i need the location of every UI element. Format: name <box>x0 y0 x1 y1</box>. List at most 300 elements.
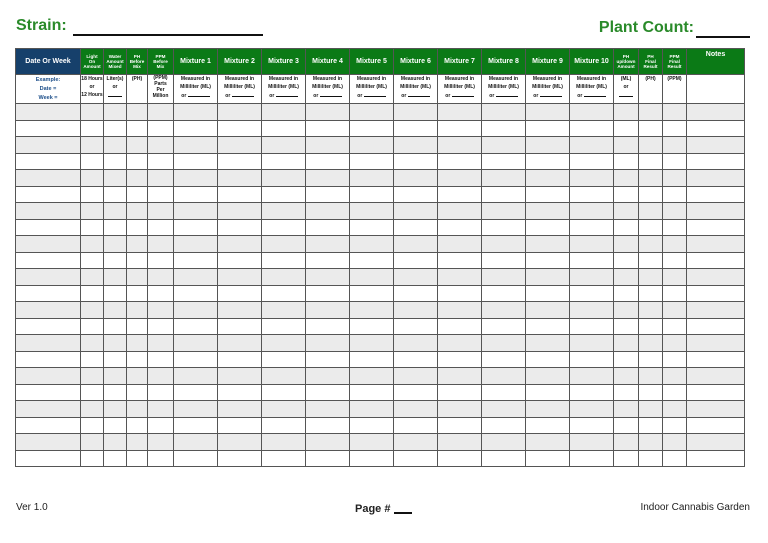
log-cell[interactable] <box>218 434 262 451</box>
log-cell[interactable] <box>394 335 438 352</box>
log-cell[interactable] <box>16 186 81 203</box>
log-cell[interactable] <box>394 120 438 137</box>
log-cell[interactable] <box>526 434 570 451</box>
log-cell[interactable] <box>687 219 745 236</box>
log-cell[interactable] <box>148 170 174 187</box>
log-cell[interactable] <box>482 104 526 121</box>
log-cell[interactable] <box>663 335 687 352</box>
log-cell[interactable] <box>687 351 745 368</box>
log-cell[interactable] <box>570 104 614 121</box>
log-cell[interactable] <box>350 153 394 170</box>
log-cell[interactable] <box>663 384 687 401</box>
log-cell[interactable] <box>306 203 350 220</box>
log-cell[interactable] <box>438 236 482 253</box>
log-cell[interactable] <box>127 434 148 451</box>
log-cell[interactable] <box>350 351 394 368</box>
log-cell[interactable] <box>614 384 639 401</box>
log-cell[interactable] <box>218 219 262 236</box>
log-cell[interactable] <box>218 236 262 253</box>
log-cell[interactable] <box>394 236 438 253</box>
log-cell[interactable] <box>148 203 174 220</box>
log-cell[interactable] <box>482 302 526 319</box>
log-cell[interactable] <box>218 120 262 137</box>
log-cell[interactable] <box>614 236 639 253</box>
log-cell[interactable] <box>262 351 306 368</box>
log-cell[interactable] <box>614 219 639 236</box>
log-cell[interactable] <box>81 236 104 253</box>
log-cell[interactable] <box>438 335 482 352</box>
log-cell[interactable] <box>306 368 350 385</box>
log-cell[interactable] <box>104 302 127 319</box>
log-cell[interactable] <box>438 120 482 137</box>
log-cell[interactable] <box>663 186 687 203</box>
log-cell[interactable] <box>639 219 663 236</box>
log-cell[interactable] <box>614 417 639 434</box>
log-cell[interactable] <box>687 368 745 385</box>
log-cell[interactable] <box>394 417 438 434</box>
log-cell[interactable] <box>148 120 174 137</box>
log-cell[interactable] <box>639 236 663 253</box>
log-cell[interactable] <box>127 351 148 368</box>
log-cell[interactable] <box>570 450 614 467</box>
log-cell[interactable] <box>218 318 262 335</box>
log-cell[interactable] <box>127 384 148 401</box>
log-cell[interactable] <box>614 351 639 368</box>
log-cell[interactable] <box>81 120 104 137</box>
log-cell[interactable] <box>438 170 482 187</box>
log-cell[interactable] <box>81 285 104 302</box>
log-cell[interactable] <box>663 285 687 302</box>
log-cell[interactable] <box>350 170 394 187</box>
log-cell[interactable] <box>174 450 218 467</box>
log-cell[interactable] <box>174 269 218 286</box>
log-cell[interactable] <box>306 434 350 451</box>
log-cell[interactable] <box>687 450 745 467</box>
log-cell[interactable] <box>174 302 218 319</box>
log-cell[interactable] <box>663 417 687 434</box>
log-cell[interactable] <box>104 417 127 434</box>
log-cell[interactable] <box>174 384 218 401</box>
log-cell[interactable] <box>482 186 526 203</box>
log-cell[interactable] <box>148 269 174 286</box>
log-cell[interactable] <box>482 401 526 418</box>
log-cell[interactable] <box>104 153 127 170</box>
log-cell[interactable] <box>663 137 687 154</box>
log-cell[interactable] <box>104 450 127 467</box>
log-cell[interactable] <box>438 285 482 302</box>
log-cell[interactable] <box>16 203 81 220</box>
log-cell[interactable] <box>16 269 81 286</box>
log-cell[interactable] <box>148 285 174 302</box>
log-cell[interactable] <box>148 417 174 434</box>
log-cell[interactable] <box>438 219 482 236</box>
log-cell[interactable] <box>218 186 262 203</box>
log-cell[interactable] <box>614 302 639 319</box>
log-cell[interactable] <box>262 236 306 253</box>
log-cell[interactable] <box>526 285 570 302</box>
log-cell[interactable] <box>81 269 104 286</box>
log-cell[interactable] <box>482 417 526 434</box>
log-cell[interactable] <box>438 401 482 418</box>
log-cell[interactable] <box>394 104 438 121</box>
log-cell[interactable] <box>526 417 570 434</box>
log-cell[interactable] <box>262 219 306 236</box>
log-cell[interactable] <box>127 219 148 236</box>
log-cell[interactable] <box>687 104 745 121</box>
log-cell[interactable] <box>127 120 148 137</box>
log-cell[interactable] <box>218 351 262 368</box>
log-cell[interactable] <box>639 450 663 467</box>
log-cell[interactable] <box>16 219 81 236</box>
log-cell[interactable] <box>614 137 639 154</box>
log-cell[interactable] <box>570 153 614 170</box>
log-cell[interactable] <box>663 236 687 253</box>
log-cell[interactable] <box>687 417 745 434</box>
log-cell[interactable] <box>104 120 127 137</box>
log-cell[interactable] <box>16 434 81 451</box>
log-cell[interactable] <box>218 153 262 170</box>
log-cell[interactable] <box>306 384 350 401</box>
log-cell[interactable] <box>438 252 482 269</box>
log-cell[interactable] <box>174 285 218 302</box>
log-cell[interactable] <box>127 450 148 467</box>
log-cell[interactable] <box>148 104 174 121</box>
log-cell[interactable] <box>639 368 663 385</box>
log-cell[interactable] <box>127 269 148 286</box>
log-cell[interactable] <box>306 186 350 203</box>
log-cell[interactable] <box>148 186 174 203</box>
log-cell[interactable] <box>687 285 745 302</box>
log-cell[interactable] <box>614 285 639 302</box>
log-cell[interactable] <box>350 236 394 253</box>
log-cell[interactable] <box>127 401 148 418</box>
log-cell[interactable] <box>687 302 745 319</box>
log-cell[interactable] <box>104 351 127 368</box>
log-cell[interactable] <box>482 252 526 269</box>
log-cell[interactable] <box>526 450 570 467</box>
log-cell[interactable] <box>639 153 663 170</box>
log-cell[interactable] <box>687 236 745 253</box>
log-cell[interactable] <box>482 351 526 368</box>
log-cell[interactable] <box>394 384 438 401</box>
log-cell[interactable] <box>663 252 687 269</box>
log-cell[interactable] <box>104 104 127 121</box>
log-cell[interactable] <box>394 186 438 203</box>
log-cell[interactable] <box>350 302 394 319</box>
log-cell[interactable] <box>81 384 104 401</box>
log-cell[interactable] <box>482 137 526 154</box>
log-cell[interactable] <box>663 104 687 121</box>
log-cell[interactable] <box>81 137 104 154</box>
log-cell[interactable] <box>218 335 262 352</box>
log-cell[interactable] <box>614 252 639 269</box>
log-cell[interactable] <box>16 104 81 121</box>
log-cell[interactable] <box>570 384 614 401</box>
log-cell[interactable] <box>306 153 350 170</box>
log-cell[interactable] <box>526 269 570 286</box>
log-cell[interactable] <box>306 417 350 434</box>
log-cell[interactable] <box>16 368 81 385</box>
log-cell[interactable] <box>16 137 81 154</box>
log-cell[interactable] <box>639 285 663 302</box>
log-cell[interactable] <box>639 302 663 319</box>
log-cell[interactable] <box>148 335 174 352</box>
log-cell[interactable] <box>570 269 614 286</box>
log-cell[interactable] <box>174 203 218 220</box>
log-cell[interactable] <box>570 401 614 418</box>
log-cell[interactable] <box>148 252 174 269</box>
log-cell[interactable] <box>174 351 218 368</box>
log-cell[interactable] <box>482 170 526 187</box>
log-cell[interactable] <box>526 384 570 401</box>
log-cell[interactable] <box>394 450 438 467</box>
log-cell[interactable] <box>218 170 262 187</box>
log-cell[interactable] <box>614 318 639 335</box>
log-cell[interactable] <box>394 285 438 302</box>
log-cell[interactable] <box>81 401 104 418</box>
log-cell[interactable] <box>570 335 614 352</box>
log-cell[interactable] <box>127 302 148 319</box>
log-cell[interactable] <box>394 137 438 154</box>
log-cell[interactable] <box>104 186 127 203</box>
log-cell[interactable] <box>687 186 745 203</box>
log-cell[interactable] <box>570 137 614 154</box>
log-cell[interactable] <box>570 318 614 335</box>
log-cell[interactable] <box>127 186 148 203</box>
log-cell[interactable] <box>350 434 394 451</box>
log-cell[interactable] <box>350 285 394 302</box>
log-cell[interactable] <box>174 417 218 434</box>
log-cell[interactable] <box>350 368 394 385</box>
log-cell[interactable] <box>81 170 104 187</box>
log-cell[interactable] <box>306 318 350 335</box>
log-cell[interactable] <box>174 170 218 187</box>
log-cell[interactable] <box>16 384 81 401</box>
log-cell[interactable] <box>104 269 127 286</box>
log-cell[interactable] <box>350 318 394 335</box>
log-cell[interactable] <box>174 186 218 203</box>
log-cell[interactable] <box>614 368 639 385</box>
log-cell[interactable] <box>394 170 438 187</box>
log-cell[interactable] <box>81 417 104 434</box>
log-cell[interactable] <box>639 434 663 451</box>
log-cell[interactable] <box>262 170 306 187</box>
log-cell[interactable] <box>614 104 639 121</box>
log-cell[interactable] <box>148 219 174 236</box>
log-cell[interactable] <box>639 269 663 286</box>
log-cell[interactable] <box>614 120 639 137</box>
log-cell[interactable] <box>218 269 262 286</box>
log-cell[interactable] <box>350 120 394 137</box>
log-cell[interactable] <box>687 252 745 269</box>
log-cell[interactable] <box>218 384 262 401</box>
log-cell[interactable] <box>639 384 663 401</box>
log-cell[interactable] <box>570 186 614 203</box>
log-cell[interactable] <box>526 186 570 203</box>
log-cell[interactable] <box>687 384 745 401</box>
log-cell[interactable] <box>262 302 306 319</box>
log-cell[interactable] <box>639 335 663 352</box>
log-cell[interactable] <box>570 368 614 385</box>
log-cell[interactable] <box>687 170 745 187</box>
log-cell[interactable] <box>438 384 482 401</box>
log-cell[interactable] <box>639 318 663 335</box>
log-cell[interactable] <box>218 137 262 154</box>
log-cell[interactable] <box>218 285 262 302</box>
log-cell[interactable] <box>16 153 81 170</box>
log-cell[interactable] <box>394 302 438 319</box>
log-cell[interactable] <box>81 203 104 220</box>
log-cell[interactable] <box>306 302 350 319</box>
log-cell[interactable] <box>687 434 745 451</box>
log-cell[interactable] <box>526 153 570 170</box>
log-cell[interactable] <box>438 434 482 451</box>
log-cell[interactable] <box>570 203 614 220</box>
log-cell[interactable] <box>127 335 148 352</box>
log-cell[interactable] <box>148 384 174 401</box>
log-cell[interactable] <box>614 203 639 220</box>
log-cell[interactable] <box>438 351 482 368</box>
log-cell[interactable] <box>687 203 745 220</box>
log-cell[interactable] <box>306 236 350 253</box>
log-cell[interactable] <box>526 120 570 137</box>
log-cell[interactable] <box>306 104 350 121</box>
log-cell[interactable] <box>306 335 350 352</box>
log-cell[interactable] <box>81 153 104 170</box>
log-cell[interactable] <box>614 335 639 352</box>
log-cell[interactable] <box>127 368 148 385</box>
log-cell[interactable] <box>394 368 438 385</box>
log-cell[interactable] <box>16 302 81 319</box>
log-cell[interactable] <box>81 368 104 385</box>
log-cell[interactable] <box>350 137 394 154</box>
log-cell[interactable] <box>639 417 663 434</box>
log-cell[interactable] <box>262 153 306 170</box>
log-cell[interactable] <box>394 252 438 269</box>
log-cell[interactable] <box>570 434 614 451</box>
log-cell[interactable] <box>438 104 482 121</box>
log-cell[interactable] <box>438 137 482 154</box>
log-cell[interactable] <box>218 203 262 220</box>
log-cell[interactable] <box>262 252 306 269</box>
log-cell[interactable] <box>262 203 306 220</box>
log-cell[interactable] <box>174 219 218 236</box>
log-cell[interactable] <box>148 368 174 385</box>
log-cell[interactable] <box>438 186 482 203</box>
log-cell[interactable] <box>218 417 262 434</box>
log-cell[interactable] <box>687 318 745 335</box>
log-cell[interactable] <box>174 368 218 385</box>
log-cell[interactable] <box>639 120 663 137</box>
log-cell[interactable] <box>687 269 745 286</box>
log-cell[interactable] <box>570 236 614 253</box>
log-cell[interactable] <box>174 137 218 154</box>
log-cell[interactable] <box>614 186 639 203</box>
log-cell[interactable] <box>174 153 218 170</box>
log-cell[interactable] <box>639 186 663 203</box>
log-cell[interactable] <box>663 450 687 467</box>
log-cell[interactable] <box>127 318 148 335</box>
log-cell[interactable] <box>350 335 394 352</box>
log-cell[interactable] <box>81 318 104 335</box>
log-cell[interactable] <box>482 120 526 137</box>
log-cell[interactable] <box>639 104 663 121</box>
log-cell[interactable] <box>127 203 148 220</box>
log-cell[interactable] <box>526 335 570 352</box>
log-cell[interactable] <box>482 153 526 170</box>
log-cell[interactable] <box>174 252 218 269</box>
log-cell[interactable] <box>174 401 218 418</box>
log-cell[interactable] <box>16 335 81 352</box>
log-cell[interactable] <box>81 351 104 368</box>
log-cell[interactable] <box>663 351 687 368</box>
log-cell[interactable] <box>687 335 745 352</box>
log-cell[interactable] <box>663 401 687 418</box>
log-cell[interactable] <box>614 170 639 187</box>
log-cell[interactable] <box>16 417 81 434</box>
log-cell[interactable] <box>614 450 639 467</box>
log-cell[interactable] <box>639 203 663 220</box>
log-cell[interactable] <box>526 104 570 121</box>
log-cell[interactable] <box>104 434 127 451</box>
log-cell[interactable] <box>262 335 306 352</box>
log-cell[interactable] <box>306 120 350 137</box>
log-cell[interactable] <box>526 219 570 236</box>
log-cell[interactable] <box>350 401 394 418</box>
log-cell[interactable] <box>438 368 482 385</box>
log-cell[interactable] <box>614 434 639 451</box>
log-cell[interactable] <box>148 153 174 170</box>
log-cell[interactable] <box>482 434 526 451</box>
log-cell[interactable] <box>262 285 306 302</box>
log-cell[interactable] <box>570 285 614 302</box>
log-cell[interactable] <box>663 318 687 335</box>
log-cell[interactable] <box>81 302 104 319</box>
log-cell[interactable] <box>482 285 526 302</box>
log-cell[interactable] <box>394 401 438 418</box>
log-cell[interactable] <box>306 450 350 467</box>
log-cell[interactable] <box>350 203 394 220</box>
log-cell[interactable] <box>148 302 174 319</box>
log-cell[interactable] <box>218 302 262 319</box>
log-cell[interactable] <box>306 219 350 236</box>
log-cell[interactable] <box>262 137 306 154</box>
log-cell[interactable] <box>482 450 526 467</box>
log-cell[interactable] <box>614 153 639 170</box>
log-cell[interactable] <box>350 104 394 121</box>
log-cell[interactable] <box>350 384 394 401</box>
log-cell[interactable] <box>526 170 570 187</box>
log-cell[interactable] <box>127 104 148 121</box>
log-cell[interactable] <box>104 335 127 352</box>
log-cell[interactable] <box>104 236 127 253</box>
log-cell[interactable] <box>570 302 614 319</box>
log-cell[interactable] <box>104 219 127 236</box>
log-cell[interactable] <box>394 219 438 236</box>
log-cell[interactable] <box>16 120 81 137</box>
log-cell[interactable] <box>127 137 148 154</box>
log-cell[interactable] <box>148 434 174 451</box>
log-cell[interactable] <box>394 351 438 368</box>
log-cell[interactable] <box>306 170 350 187</box>
log-cell[interactable] <box>16 318 81 335</box>
log-cell[interactable] <box>104 285 127 302</box>
log-cell[interactable] <box>663 434 687 451</box>
log-cell[interactable] <box>104 203 127 220</box>
log-cell[interactable] <box>262 401 306 418</box>
log-cell[interactable] <box>614 401 639 418</box>
log-cell[interactable] <box>570 252 614 269</box>
